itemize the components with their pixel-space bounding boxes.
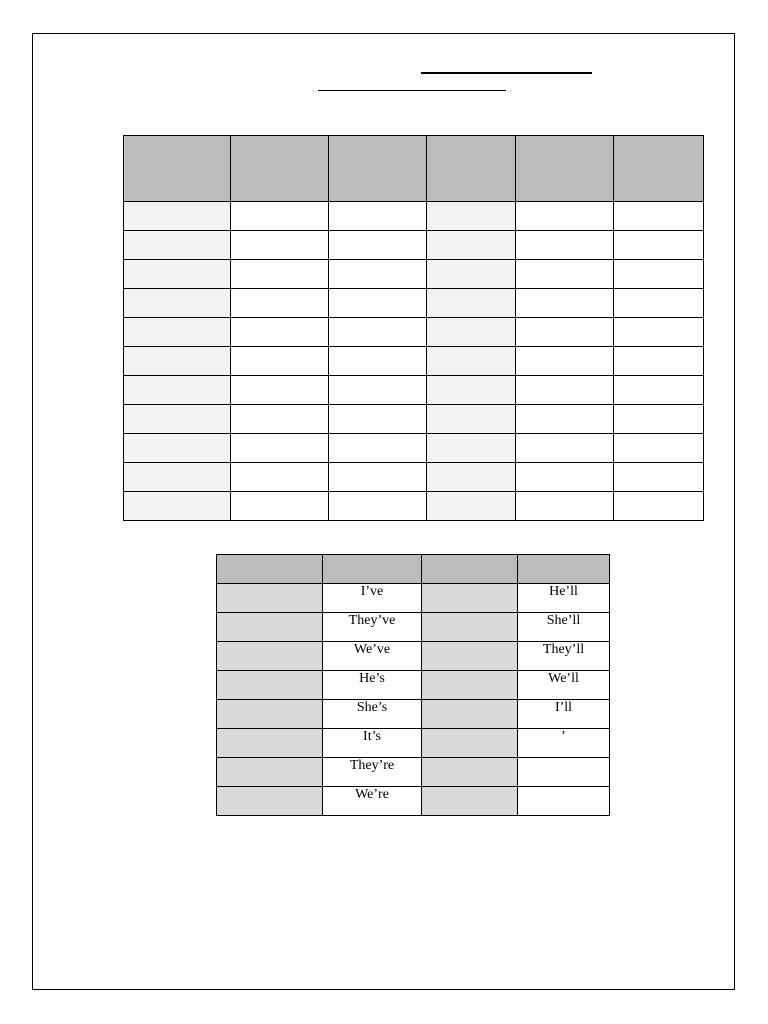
label-cell [124,492,231,521]
answer-cell [516,231,614,260]
label-cell [124,434,231,463]
answer-cell [323,758,422,787]
table-row [124,405,704,434]
label-cell [124,318,231,347]
label-cell [422,787,518,816]
table-header-row [124,136,704,202]
table-row [124,376,704,405]
cell-text: I’ll [554,700,573,715]
answer-cell [518,787,610,816]
label-cell [427,463,516,492]
answer-cell [329,463,427,492]
label-cell [217,613,323,642]
answer-cell [516,434,614,463]
answer-cell [614,463,704,492]
label-cell [427,434,516,463]
word-table-1 [123,135,704,521]
subtitle-underline [318,90,506,91]
answer-cell [614,231,704,260]
label-cell [422,671,518,700]
cell-text: She’ll [546,613,581,628]
answer-cell [329,231,427,260]
answer-cell [231,231,329,260]
label-cell [217,729,323,758]
answer-cell [329,405,427,434]
header-cell [518,555,610,584]
answer-cell [323,642,422,671]
cell-text: ’ [561,729,566,744]
answer-cell [323,613,422,642]
answer-cell [231,492,329,521]
header-cell [323,555,422,584]
cell-text: They’re [349,758,395,773]
answer-cell [329,492,427,521]
answer-cell [231,202,329,231]
answer-cell [516,376,614,405]
answer-cell [518,729,610,758]
cell-text: It’s [363,729,381,744]
title-underline [421,72,592,74]
label-cell [217,758,323,787]
label-cell [427,318,516,347]
table-row [124,289,704,318]
answer-cell [518,758,610,787]
label-cell [217,642,323,671]
label-cell [124,376,231,405]
contractions-table [216,554,610,816]
answer-cell [518,700,610,729]
header-cell [427,136,516,202]
header-cell [231,136,329,202]
label-cell [124,463,231,492]
table-row [124,347,704,376]
table-row [124,231,704,260]
answer-cell [231,260,329,289]
answer-cell [231,434,329,463]
answer-cell [516,260,614,289]
label-cell [422,613,518,642]
cell-text: We’ve [353,642,391,657]
label-cell [427,405,516,434]
answer-cell [329,260,427,289]
table-row [124,492,704,521]
answer-cell [516,405,614,434]
header-cell [614,136,704,202]
answer-cell [231,405,329,434]
table-row [217,613,610,642]
label-cell [427,231,516,260]
answer-cell [329,202,427,231]
cell-text: He’s [359,671,385,686]
header-cell [516,136,614,202]
answer-cell [329,434,427,463]
answer-cell [614,289,704,318]
answer-cell [614,347,704,376]
label-cell [124,260,231,289]
header-cell [422,555,518,584]
label-cell [427,202,516,231]
answer-cell [614,492,704,521]
answer-cell [516,318,614,347]
label-cell [422,729,518,758]
label-cell [422,642,518,671]
table-row [217,787,610,816]
label-cell [124,405,231,434]
answer-cell [614,405,704,434]
label-cell [422,700,518,729]
label-cell [427,376,516,405]
answer-cell [231,289,329,318]
answer-cell [323,671,422,700]
label-cell [427,289,516,318]
answer-cell [518,642,610,671]
answer-cell [614,202,704,231]
answer-cell [329,289,427,318]
cell-text: They’ll [542,642,585,657]
answer-cell [614,434,704,463]
answer-cell [231,463,329,492]
table-row [124,434,704,463]
label-cell [217,700,323,729]
table-row [124,260,704,289]
table-row [217,671,610,700]
answer-cell [516,202,614,231]
cell-text: They’ve [348,613,396,628]
answer-cell [329,347,427,376]
table-row [217,729,610,758]
label-cell [217,584,323,613]
header-cell [217,555,323,584]
label-cell [422,584,518,613]
answer-cell [516,289,614,318]
answer-cell [329,376,427,405]
table-row [217,758,610,787]
answer-cell [516,347,614,376]
label-cell [124,289,231,318]
label-cell [422,758,518,787]
answer-cell [329,318,427,347]
cell-text: I’ve [360,584,384,599]
table-row [217,642,610,671]
answer-cell [518,584,610,613]
answer-cell [614,318,704,347]
table-header-row [217,555,610,584]
answer-cell [323,700,422,729]
answer-cell [231,347,329,376]
label-cell [217,787,323,816]
label-cell [124,347,231,376]
cell-text: He’ll [549,584,578,599]
answer-cell [516,463,614,492]
cell-text: She’s [356,700,388,715]
table-row [217,700,610,729]
cell-text: We’ll [548,671,579,686]
answer-cell [231,318,329,347]
answer-cell [323,584,422,613]
table-row [124,318,704,347]
table-row [124,202,704,231]
answer-cell [231,376,329,405]
header-cell [124,136,231,202]
answer-cell [323,729,422,758]
answer-cell [518,613,610,642]
label-cell [217,671,323,700]
label-cell [124,202,231,231]
answer-cell [518,671,610,700]
label-cell [427,492,516,521]
label-cell [124,231,231,260]
answer-cell [323,787,422,816]
table-row [124,463,704,492]
answer-cell [614,376,704,405]
label-cell [427,260,516,289]
answer-cell [516,492,614,521]
label-cell [427,347,516,376]
answer-cell [614,260,704,289]
header-cell [329,136,427,202]
table-row [217,584,610,613]
cell-text: We’re [355,787,389,802]
